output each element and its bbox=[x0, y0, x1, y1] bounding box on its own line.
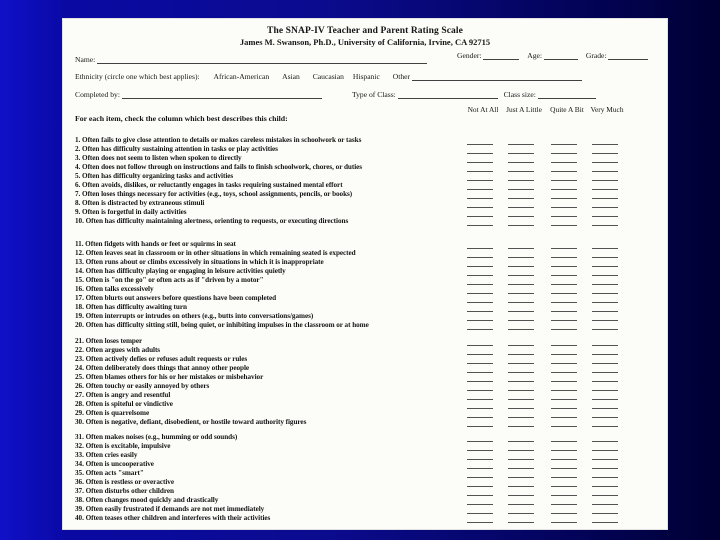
rating-checkbox-very-much[interactable] bbox=[592, 486, 618, 487]
rating-checkbox-just-a-little[interactable] bbox=[508, 153, 534, 154]
rating-checkbox-just-a-little[interactable] bbox=[508, 495, 534, 496]
rating-checkbox-very-much[interactable] bbox=[592, 426, 618, 427]
type-of-class-label: Type of Class: bbox=[352, 90, 396, 99]
rating-item: 23. Often actively defies or refuses adult requests or rules bbox=[75, 355, 248, 363]
rating-checkbox-very-much[interactable] bbox=[592, 257, 618, 258]
rating-checkbox-very-much[interactable] bbox=[592, 390, 618, 391]
ethnicity-label: Ethnicity (circle one which best applies): bbox=[75, 72, 200, 81]
rating-checkbox-quite-a-bit[interactable] bbox=[551, 426, 577, 427]
rating-checkbox-very-much[interactable] bbox=[592, 225, 618, 226]
rating-checkbox-very-much[interactable] bbox=[592, 417, 618, 418]
rating-checkbox-not-at-all[interactable] bbox=[467, 162, 493, 163]
class-size-label: Class size: bbox=[503, 90, 536, 99]
rating-checkbox-very-much[interactable] bbox=[592, 162, 618, 163]
rating-checkbox-quite-a-bit[interactable] bbox=[551, 180, 577, 181]
gender-blank[interactable] bbox=[483, 52, 519, 60]
rating-item: 10. Often has difficulty maintaining alertness, orienting to requests, or executing directions bbox=[75, 217, 349, 225]
rating-checkbox-quite-a-bit[interactable] bbox=[551, 450, 577, 451]
age-blank[interactable] bbox=[544, 52, 578, 60]
rating-item: 7. Often loses things necessary for activities (e.g., toys, school assignments, pencils, or books) bbox=[75, 190, 353, 198]
rating-item: 29. Often is quarrelsome bbox=[75, 409, 150, 417]
rating-checkbox-quite-a-bit[interactable] bbox=[551, 441, 577, 442]
rating-checkbox-not-at-all[interactable] bbox=[467, 216, 493, 217]
rating-checkbox-very-much[interactable] bbox=[592, 477, 618, 478]
rating-item: 25. Often blames others for his or her mistakes or misbehavior bbox=[75, 373, 264, 381]
rating-checkbox-very-much[interactable] bbox=[592, 459, 618, 460]
rating-checkbox-just-a-little[interactable] bbox=[508, 450, 534, 451]
rating-checkbox-just-a-little[interactable] bbox=[508, 275, 534, 276]
rating-item: 12. Often leaves seat in classroom or in other situations in which remaining seated is expected bbox=[75, 249, 356, 257]
rating-checkbox-just-a-little[interactable] bbox=[508, 468, 534, 469]
rating-checkbox-not-at-all[interactable] bbox=[467, 153, 493, 154]
rating-checkbox-quite-a-bit[interactable] bbox=[551, 198, 577, 199]
rating-checkbox-just-a-little[interactable] bbox=[508, 408, 534, 409]
column-just-a-little: Just A Little bbox=[506, 105, 542, 114]
rating-checkbox-not-at-all[interactable] bbox=[467, 329, 493, 330]
rating-checkbox-quite-a-bit[interactable] bbox=[551, 477, 577, 478]
rating-checkbox-not-at-all[interactable] bbox=[467, 363, 493, 364]
column-quite-a-bit: Quite A Bit bbox=[550, 105, 584, 114]
rating-checkbox-quite-a-bit[interactable] bbox=[551, 144, 577, 145]
rating-checkbox-just-a-little[interactable] bbox=[508, 354, 534, 355]
rating-checkbox-quite-a-bit[interactable] bbox=[551, 266, 577, 267]
rating-checkbox-not-at-all[interactable] bbox=[467, 450, 493, 451]
rating-checkbox-quite-a-bit[interactable] bbox=[551, 354, 577, 355]
rating-item: 35. Often acts "smart" bbox=[75, 469, 144, 477]
type-of-class-blank[interactable] bbox=[398, 91, 498, 99]
rating-checkbox-quite-a-bit[interactable] bbox=[551, 284, 577, 285]
rating-checkbox-quite-a-bit[interactable] bbox=[551, 468, 577, 469]
rating-checkbox-just-a-little[interactable] bbox=[508, 171, 534, 172]
rating-item: 27. Often is angry and resentful bbox=[75, 391, 171, 399]
rating-checkbox-not-at-all[interactable] bbox=[467, 459, 493, 460]
rating-checkbox-not-at-all[interactable] bbox=[467, 417, 493, 418]
rating-checkbox-just-a-little[interactable] bbox=[508, 513, 534, 514]
document-subtitle: James M. Swanson, Ph.D., University of California, Irvine, CA 92715 bbox=[239, 37, 491, 47]
rating-checkbox-very-much[interactable] bbox=[592, 522, 618, 523]
rating-checkbox-just-a-little[interactable] bbox=[508, 477, 534, 478]
column-very-much: Very Much bbox=[590, 105, 624, 114]
instructions: For each item, check the column which best describes this child: bbox=[75, 114, 288, 123]
rating-checkbox-just-a-little[interactable] bbox=[508, 504, 534, 505]
rating-checkbox-very-much[interactable] bbox=[592, 248, 618, 249]
rating-checkbox-very-much[interactable] bbox=[592, 198, 618, 199]
rating-checkbox-just-a-little[interactable] bbox=[508, 372, 534, 373]
completed-by-blank[interactable] bbox=[122, 91, 322, 99]
completed-by-label: Completed by: bbox=[75, 90, 120, 99]
rating-checkbox-just-a-little[interactable] bbox=[508, 390, 534, 391]
rating-checkbox-quite-a-bit[interactable] bbox=[551, 189, 577, 190]
rating-checkbox-not-at-all[interactable] bbox=[467, 345, 493, 346]
rating-item: 26. Often touchy or easily annoyed by others bbox=[75, 382, 210, 390]
rating-item: 21. Often loses temper bbox=[75, 337, 143, 345]
rating-checkbox-just-a-little[interactable] bbox=[508, 345, 534, 346]
rating-checkbox-just-a-little[interactable] bbox=[508, 225, 534, 226]
rating-checkbox-very-much[interactable] bbox=[592, 345, 618, 346]
rating-checkbox-not-at-all[interactable] bbox=[467, 311, 493, 312]
rating-checkbox-quite-a-bit[interactable] bbox=[551, 162, 577, 163]
slide-background-left bbox=[0, 0, 62, 540]
rating-checkbox-quite-a-bit[interactable] bbox=[551, 257, 577, 258]
class-size-blank[interactable] bbox=[538, 91, 596, 99]
rating-checkbox-not-at-all[interactable] bbox=[467, 390, 493, 391]
rating-item: 17. Often blurts out answers before questions have been completed bbox=[75, 294, 277, 302]
rating-item: 2. Often has difficulty sustaining attention in tasks or play activities bbox=[75, 145, 278, 153]
rating-checkbox-quite-a-bit[interactable] bbox=[551, 216, 577, 217]
rating-checkbox-quite-a-bit[interactable] bbox=[551, 372, 577, 373]
rating-item: 13. Often runs about or climbs excessively in situations in which it is inappropriate bbox=[75, 258, 324, 266]
rating-checkbox-very-much[interactable] bbox=[592, 504, 618, 505]
rating-checkbox-just-a-little[interactable] bbox=[508, 180, 534, 181]
rating-checkbox-quite-a-bit[interactable] bbox=[551, 225, 577, 226]
rating-item: 32. Often is excitable, impulsive bbox=[75, 442, 171, 450]
rating-checkbox-not-at-all[interactable] bbox=[467, 408, 493, 409]
rating-checkbox-not-at-all[interactable] bbox=[467, 495, 493, 496]
rating-checkbox-not-at-all[interactable] bbox=[467, 320, 493, 321]
rating-checkbox-not-at-all[interactable] bbox=[467, 477, 493, 478]
rating-item: 34. Often is uncooperative bbox=[75, 460, 154, 468]
rating-checkbox-just-a-little[interactable] bbox=[508, 363, 534, 364]
rating-checkbox-very-much[interactable] bbox=[592, 450, 618, 451]
rating-checkbox-not-at-all[interactable] bbox=[467, 293, 493, 294]
rating-checkbox-not-at-all[interactable] bbox=[467, 189, 493, 190]
rating-item: 18. Often has difficulty awaiting turn bbox=[75, 303, 187, 311]
rating-item: 37. Often disturbs other children bbox=[75, 487, 174, 495]
rating-checkbox-just-a-little[interactable] bbox=[508, 522, 534, 523]
rating-checkbox-not-at-all[interactable] bbox=[467, 171, 493, 172]
rating-checkbox-just-a-little[interactable] bbox=[508, 329, 534, 330]
rating-item: 11. Often fidgets with hands or feet or squirms in seat bbox=[75, 240, 236, 248]
ethnicity-option-african-american[interactable]: African-American bbox=[213, 72, 270, 81]
name-label: Name: bbox=[75, 55, 96, 64]
rating-item: 33. Often cries easily bbox=[75, 451, 138, 459]
rating-checkbox-not-at-all[interactable] bbox=[467, 513, 493, 514]
rating-checkbox-very-much[interactable] bbox=[592, 189, 618, 190]
rating-checkbox-not-at-all[interactable] bbox=[467, 207, 493, 208]
rating-checkbox-very-much[interactable] bbox=[592, 153, 618, 154]
name-blank[interactable] bbox=[97, 56, 427, 64]
ethnicity-option-hispanic[interactable]: Hispanic bbox=[352, 72, 380, 81]
name-row bbox=[75, 55, 427, 64]
rating-checkbox-not-at-all[interactable] bbox=[467, 522, 493, 523]
rating-checkbox-quite-a-bit[interactable] bbox=[551, 381, 577, 382]
rating-checkbox-quite-a-bit[interactable] bbox=[551, 207, 577, 208]
ethnicity-row bbox=[75, 72, 582, 81]
rating-checkbox-just-a-little[interactable] bbox=[508, 311, 534, 312]
rating-checkbox-not-at-all[interactable] bbox=[467, 198, 493, 199]
rating-checkbox-not-at-all[interactable] bbox=[467, 372, 493, 373]
rating-checkbox-just-a-little[interactable] bbox=[508, 257, 534, 258]
rating-checkbox-quite-a-bit[interactable] bbox=[551, 311, 577, 312]
rating-checkbox-just-a-little[interactable] bbox=[508, 381, 534, 382]
rating-checkbox-very-much[interactable] bbox=[592, 468, 618, 469]
rating-checkbox-very-much[interactable] bbox=[592, 329, 618, 330]
rating-checkbox-quite-a-bit[interactable] bbox=[551, 408, 577, 409]
class-row bbox=[352, 90, 596, 99]
ethnicity-option-caucasian[interactable]: Caucasian bbox=[312, 72, 344, 81]
rating-checkbox-quite-a-bit[interactable] bbox=[551, 504, 577, 505]
rating-checkbox-just-a-little[interactable] bbox=[508, 426, 534, 427]
rating-checkbox-just-a-little[interactable] bbox=[508, 189, 534, 190]
rating-checkbox-not-at-all[interactable] bbox=[467, 486, 493, 487]
rating-item: 4. Often does not follow through on instructions and fails to finish schoolwork, chores, or duties bbox=[75, 163, 363, 171]
rating-checkbox-just-a-little[interactable] bbox=[508, 302, 534, 303]
column-not-at-all: Not At All bbox=[467, 105, 499, 114]
rating-checkbox-very-much[interactable] bbox=[592, 207, 618, 208]
rating-checkbox-just-a-little[interactable] bbox=[508, 216, 534, 217]
rating-item: 16. Often talks excessively bbox=[75, 285, 154, 293]
rating-item: 1. Often fails to give close attention to details or makes careless mistakes in schoolwork or tasks bbox=[75, 136, 362, 144]
rating-checkbox-very-much[interactable] bbox=[592, 311, 618, 312]
rating-checkbox-not-at-all[interactable] bbox=[467, 381, 493, 382]
rating-checkbox-just-a-little[interactable] bbox=[508, 162, 534, 163]
rating-checkbox-just-a-little[interactable] bbox=[508, 266, 534, 267]
grade-label: Grade: bbox=[585, 51, 607, 60]
rating-checkbox-quite-a-bit[interactable] bbox=[551, 495, 577, 496]
rating-checkbox-very-much[interactable] bbox=[592, 302, 618, 303]
rating-item: 30. Often is negative, defiant, disobedient, or hostile toward authority figures bbox=[75, 418, 307, 426]
rating-item: 9. Often is forgetful in daily activities bbox=[75, 208, 187, 216]
rating-checkbox-very-much[interactable] bbox=[592, 284, 618, 285]
rating-checkbox-quite-a-bit[interactable] bbox=[551, 363, 577, 364]
rating-item: 40. Often teases other children and interferes with their activities bbox=[75, 514, 271, 522]
rating-checkbox-quite-a-bit[interactable] bbox=[551, 345, 577, 346]
grade-blank[interactable] bbox=[608, 52, 648, 60]
rating-checkbox-just-a-little[interactable] bbox=[508, 144, 534, 145]
rating-item: 6. Often avoids, dislikes, or reluctantly engages in tasks requiring sustained mental effort bbox=[75, 181, 343, 189]
rating-checkbox-not-at-all[interactable] bbox=[467, 468, 493, 469]
rating-checkbox-very-much[interactable] bbox=[592, 363, 618, 364]
rating-checkbox-just-a-little[interactable] bbox=[508, 441, 534, 442]
rating-checkbox-just-a-little[interactable] bbox=[508, 320, 534, 321]
rating-item: 19. Often interrupts or intrudes on others (e.g., butts into conversations/games) bbox=[75, 312, 314, 320]
rating-checkbox-quite-a-bit[interactable] bbox=[551, 248, 577, 249]
rating-checkbox-just-a-little[interactable] bbox=[508, 417, 534, 418]
ethnicity-option-asian[interactable]: Asian bbox=[282, 72, 300, 81]
rating-checkbox-just-a-little[interactable] bbox=[508, 459, 534, 460]
rating-checkbox-just-a-little[interactable] bbox=[508, 248, 534, 249]
rating-item: 8. Often is distracted by extraneous stimuli bbox=[75, 199, 205, 207]
ethnicity-option-other[interactable]: Other bbox=[392, 72, 411, 81]
rating-checkbox-quite-a-bit[interactable] bbox=[551, 522, 577, 523]
rating-checkbox-not-at-all[interactable] bbox=[467, 225, 493, 226]
rating-checkbox-very-much[interactable] bbox=[592, 495, 618, 496]
rating-checkbox-quite-a-bit[interactable] bbox=[551, 320, 577, 321]
rating-checkbox-very-much[interactable] bbox=[592, 171, 618, 172]
rating-checkbox-very-much[interactable] bbox=[592, 513, 618, 514]
rating-checkbox-not-at-all[interactable] bbox=[467, 275, 493, 276]
rating-checkbox-very-much[interactable] bbox=[592, 293, 618, 294]
rating-checkbox-very-much[interactable] bbox=[592, 354, 618, 355]
rating-checkbox-quite-a-bit[interactable] bbox=[551, 302, 577, 303]
rating-item: 24. Often deliberately does things that annoy other people bbox=[75, 364, 250, 372]
rating-checkbox-just-a-little[interactable] bbox=[508, 486, 534, 487]
rating-checkbox-not-at-all[interactable] bbox=[467, 426, 493, 427]
rating-checkbox-quite-a-bit[interactable] bbox=[551, 293, 577, 294]
rating-checkbox-quite-a-bit[interactable] bbox=[551, 153, 577, 154]
rating-checkbox-not-at-all[interactable] bbox=[467, 399, 493, 400]
rating-checkbox-not-at-all[interactable] bbox=[467, 441, 493, 442]
rating-checkbox-quite-a-bit[interactable] bbox=[551, 417, 577, 418]
rating-checkbox-very-much[interactable] bbox=[592, 372, 618, 373]
rating-checkbox-just-a-little[interactable] bbox=[508, 293, 534, 294]
rating-item: 28. Often is spiteful or vindictive bbox=[75, 400, 173, 408]
rating-checkbox-very-much[interactable] bbox=[592, 381, 618, 382]
rating-checkbox-very-much[interactable] bbox=[592, 399, 618, 400]
rating-checkbox-very-much[interactable] bbox=[592, 216, 618, 217]
gender-label: Gender: bbox=[457, 51, 482, 60]
rating-checkbox-not-at-all[interactable] bbox=[467, 302, 493, 303]
rating-checkbox-very-much[interactable] bbox=[592, 180, 618, 181]
rating-item: 22. Often argues with adults bbox=[75, 346, 161, 354]
rating-item: 14. Often has difficulty playing or engaging in leisure activities quietly bbox=[75, 267, 286, 275]
rating-checkbox-quite-a-bit[interactable] bbox=[551, 171, 577, 172]
rating-checkbox-quite-a-bit[interactable] bbox=[551, 399, 577, 400]
completed-by-row bbox=[75, 90, 322, 99]
rating-scale-document bbox=[62, 18, 668, 530]
rating-checkbox-not-at-all[interactable] bbox=[467, 504, 493, 505]
rating-checkbox-not-at-all[interactable] bbox=[467, 354, 493, 355]
rating-item: 3. Often does not seem to listen when spoken to directly bbox=[75, 154, 242, 162]
rating-item: 20. Often has difficulty sitting still, being quiet, or inhibiting impulses in the classroom or at home bbox=[75, 321, 369, 329]
rating-checkbox-just-a-little[interactable] bbox=[508, 284, 534, 285]
rating-checkbox-quite-a-bit[interactable] bbox=[551, 513, 577, 514]
rating-checkbox-quite-a-bit[interactable] bbox=[551, 459, 577, 460]
rating-checkbox-not-at-all[interactable] bbox=[467, 248, 493, 249]
rating-item: 5. Often has difficulty organizing tasks and activities bbox=[75, 172, 234, 180]
rating-item: 38. Often changes mood quickly and drastically bbox=[75, 496, 219, 504]
rating-checkbox-very-much[interactable] bbox=[592, 275, 618, 276]
rating-checkbox-very-much[interactable] bbox=[592, 408, 618, 409]
age-label: Age: bbox=[527, 51, 543, 60]
rating-item: 39. Often easily frustrated if demands are not met immediately bbox=[75, 505, 265, 513]
rating-item: 31. Often makes noises (e.g., humming or odd sounds) bbox=[75, 433, 238, 441]
rating-checkbox-just-a-little[interactable] bbox=[508, 399, 534, 400]
rating-checkbox-not-at-all[interactable] bbox=[467, 144, 493, 145]
rating-checkbox-just-a-little[interactable] bbox=[508, 198, 534, 199]
rating-checkbox-very-much[interactable] bbox=[592, 144, 618, 145]
ethnicity-other-blank[interactable] bbox=[412, 73, 582, 81]
rating-checkbox-not-at-all[interactable] bbox=[467, 180, 493, 181]
rating-checkbox-quite-a-bit[interactable] bbox=[551, 275, 577, 276]
document-title: The SNAP-IV Teacher and Parent Rating Scale bbox=[267, 26, 463, 36]
rating-checkbox-not-at-all[interactable] bbox=[467, 284, 493, 285]
rating-checkbox-not-at-all[interactable] bbox=[467, 266, 493, 267]
rating-checkbox-very-much[interactable] bbox=[592, 441, 618, 442]
rating-checkbox-very-much[interactable] bbox=[592, 320, 618, 321]
rating-item: 36. Often is restless or overactive bbox=[75, 478, 174, 486]
rating-checkbox-quite-a-bit[interactable] bbox=[551, 486, 577, 487]
rating-checkbox-quite-a-bit[interactable] bbox=[551, 329, 577, 330]
gender-age-grade-row bbox=[457, 51, 648, 60]
rating-checkbox-quite-a-bit[interactable] bbox=[551, 390, 577, 391]
rating-item: 15. Often is "on the go" or often acts as if "driven by a motor" bbox=[75, 276, 264, 284]
rating-checkbox-just-a-little[interactable] bbox=[508, 207, 534, 208]
rating-checkbox-not-at-all[interactable] bbox=[467, 257, 493, 258]
rating-checkbox-very-much[interactable] bbox=[592, 266, 618, 267]
